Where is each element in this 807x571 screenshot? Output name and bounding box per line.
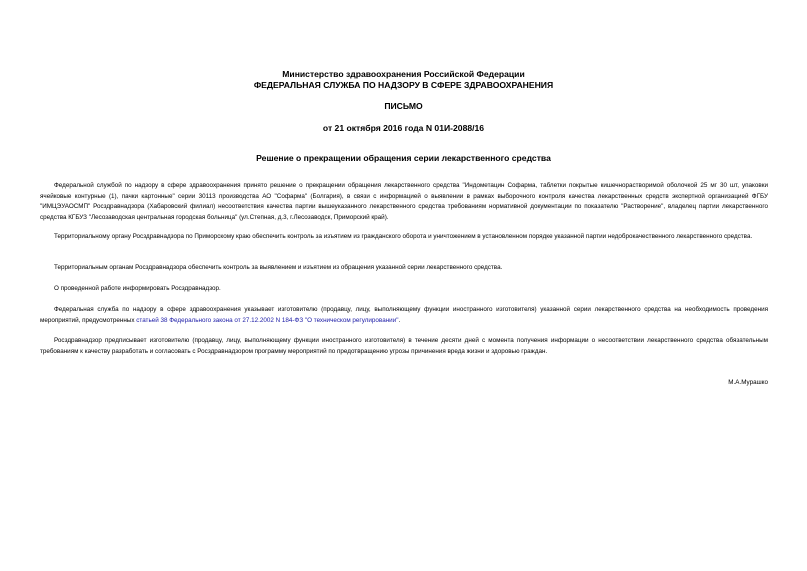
paragraph-manufacturer-measures-end: . — [398, 316, 401, 324]
paragraph-decision: Федеральной службой по надзору в сфере здравоохранения принято решение о прекращении обращения лекарственного средства "Индометацин Софарма, таблетки покрытые кишечнорастворимой оболочкой 25 мг 30 шт, упаковки ячейковые контурные (1), пачки картонные" серии 30113 производства АО "Софарма" (Болгария), в связи с информацией о выявлении в рамках выборочного контроля качества лекарственных средств экспертной организацией ФГБУ "ИМЦЭУАОСМП" Росздравнадзора (Хабаровский филиал) несоответствия качества партии вышеуказанного лекарственного средства требованиям нормативной документации по показателю "Растворение", владелец партии лекарственного средства КГБУЗ "Лесозаводская центральная городская больница" (ул.Степная, д.3, г.Лесозаводск, Приморский край). — [40, 182, 768, 221]
document-subject: Решение о прекращении обращения серии лекарственного средства — [256, 153, 551, 163]
law-reference-link[interactable]: статьей 38 Федерального закона от 27.12.2002 N 184-ФЗ "О техническом регулировании" — [136, 316, 399, 324]
paragraph-report: О проведенной работе информировать Росздравнадзор. — [54, 285, 221, 292]
paragraph-manufacturer-measures — [40, 305, 768, 326]
paragraph-program-prescription: Росздравнадзор предписывает изготовителю (продавцу, лицу, выполняющему функции иностранного изготовителя) в течение десяти дней с момента получения информации о несоответствии лекарственного средства обязательным требованиям к качеству разработать и согласовать с Росздравнадзором программу мероприятий по предотвращению угрозы причинения вреда жизни и здоровью граждан. — [40, 337, 768, 355]
paragraph-manufacturer-measures-text: Федеральная служба по надзору в сфере здравоохранения указывает изготовителю (продавцу, лицу, выполняющему функции иностранного изготовителя) указанной серии лекарственного средства на необходимость проведения мероприятий, предусмотренных — [40, 306, 768, 324]
document-date-number: от 21 октября 2016 года N 01И-2088/16 — [322, 123, 485, 133]
ministry-title: Министерство здравоохранения Российской Федерации — [282, 69, 525, 79]
paragraph-territorial-control: Территориальным органам Росздравнадзора обеспечить контроль за выявлением и изъятием из обращения указанной серии лекарственного средства. — [54, 264, 503, 271]
signature: М.А.Мурашко — [728, 379, 768, 386]
paragraph-primorsky-control: Территориальному органу Росздравнадзора по Приморскому краю обеспечить контроль за изъятием из гражданского оборота и уничтожением в установленном порядке указанной партии недоброкачественного лекарственного средства. — [54, 233, 753, 240]
service-title: ФЕДЕРАЛЬНАЯ СЛУЖБА ПО НАДЗОРУ В СФЕРЕ ЗДРАВООХРАНЕНИЯ — [253, 80, 554, 90]
document-type: ПИСЬМО — [384, 101, 423, 111]
